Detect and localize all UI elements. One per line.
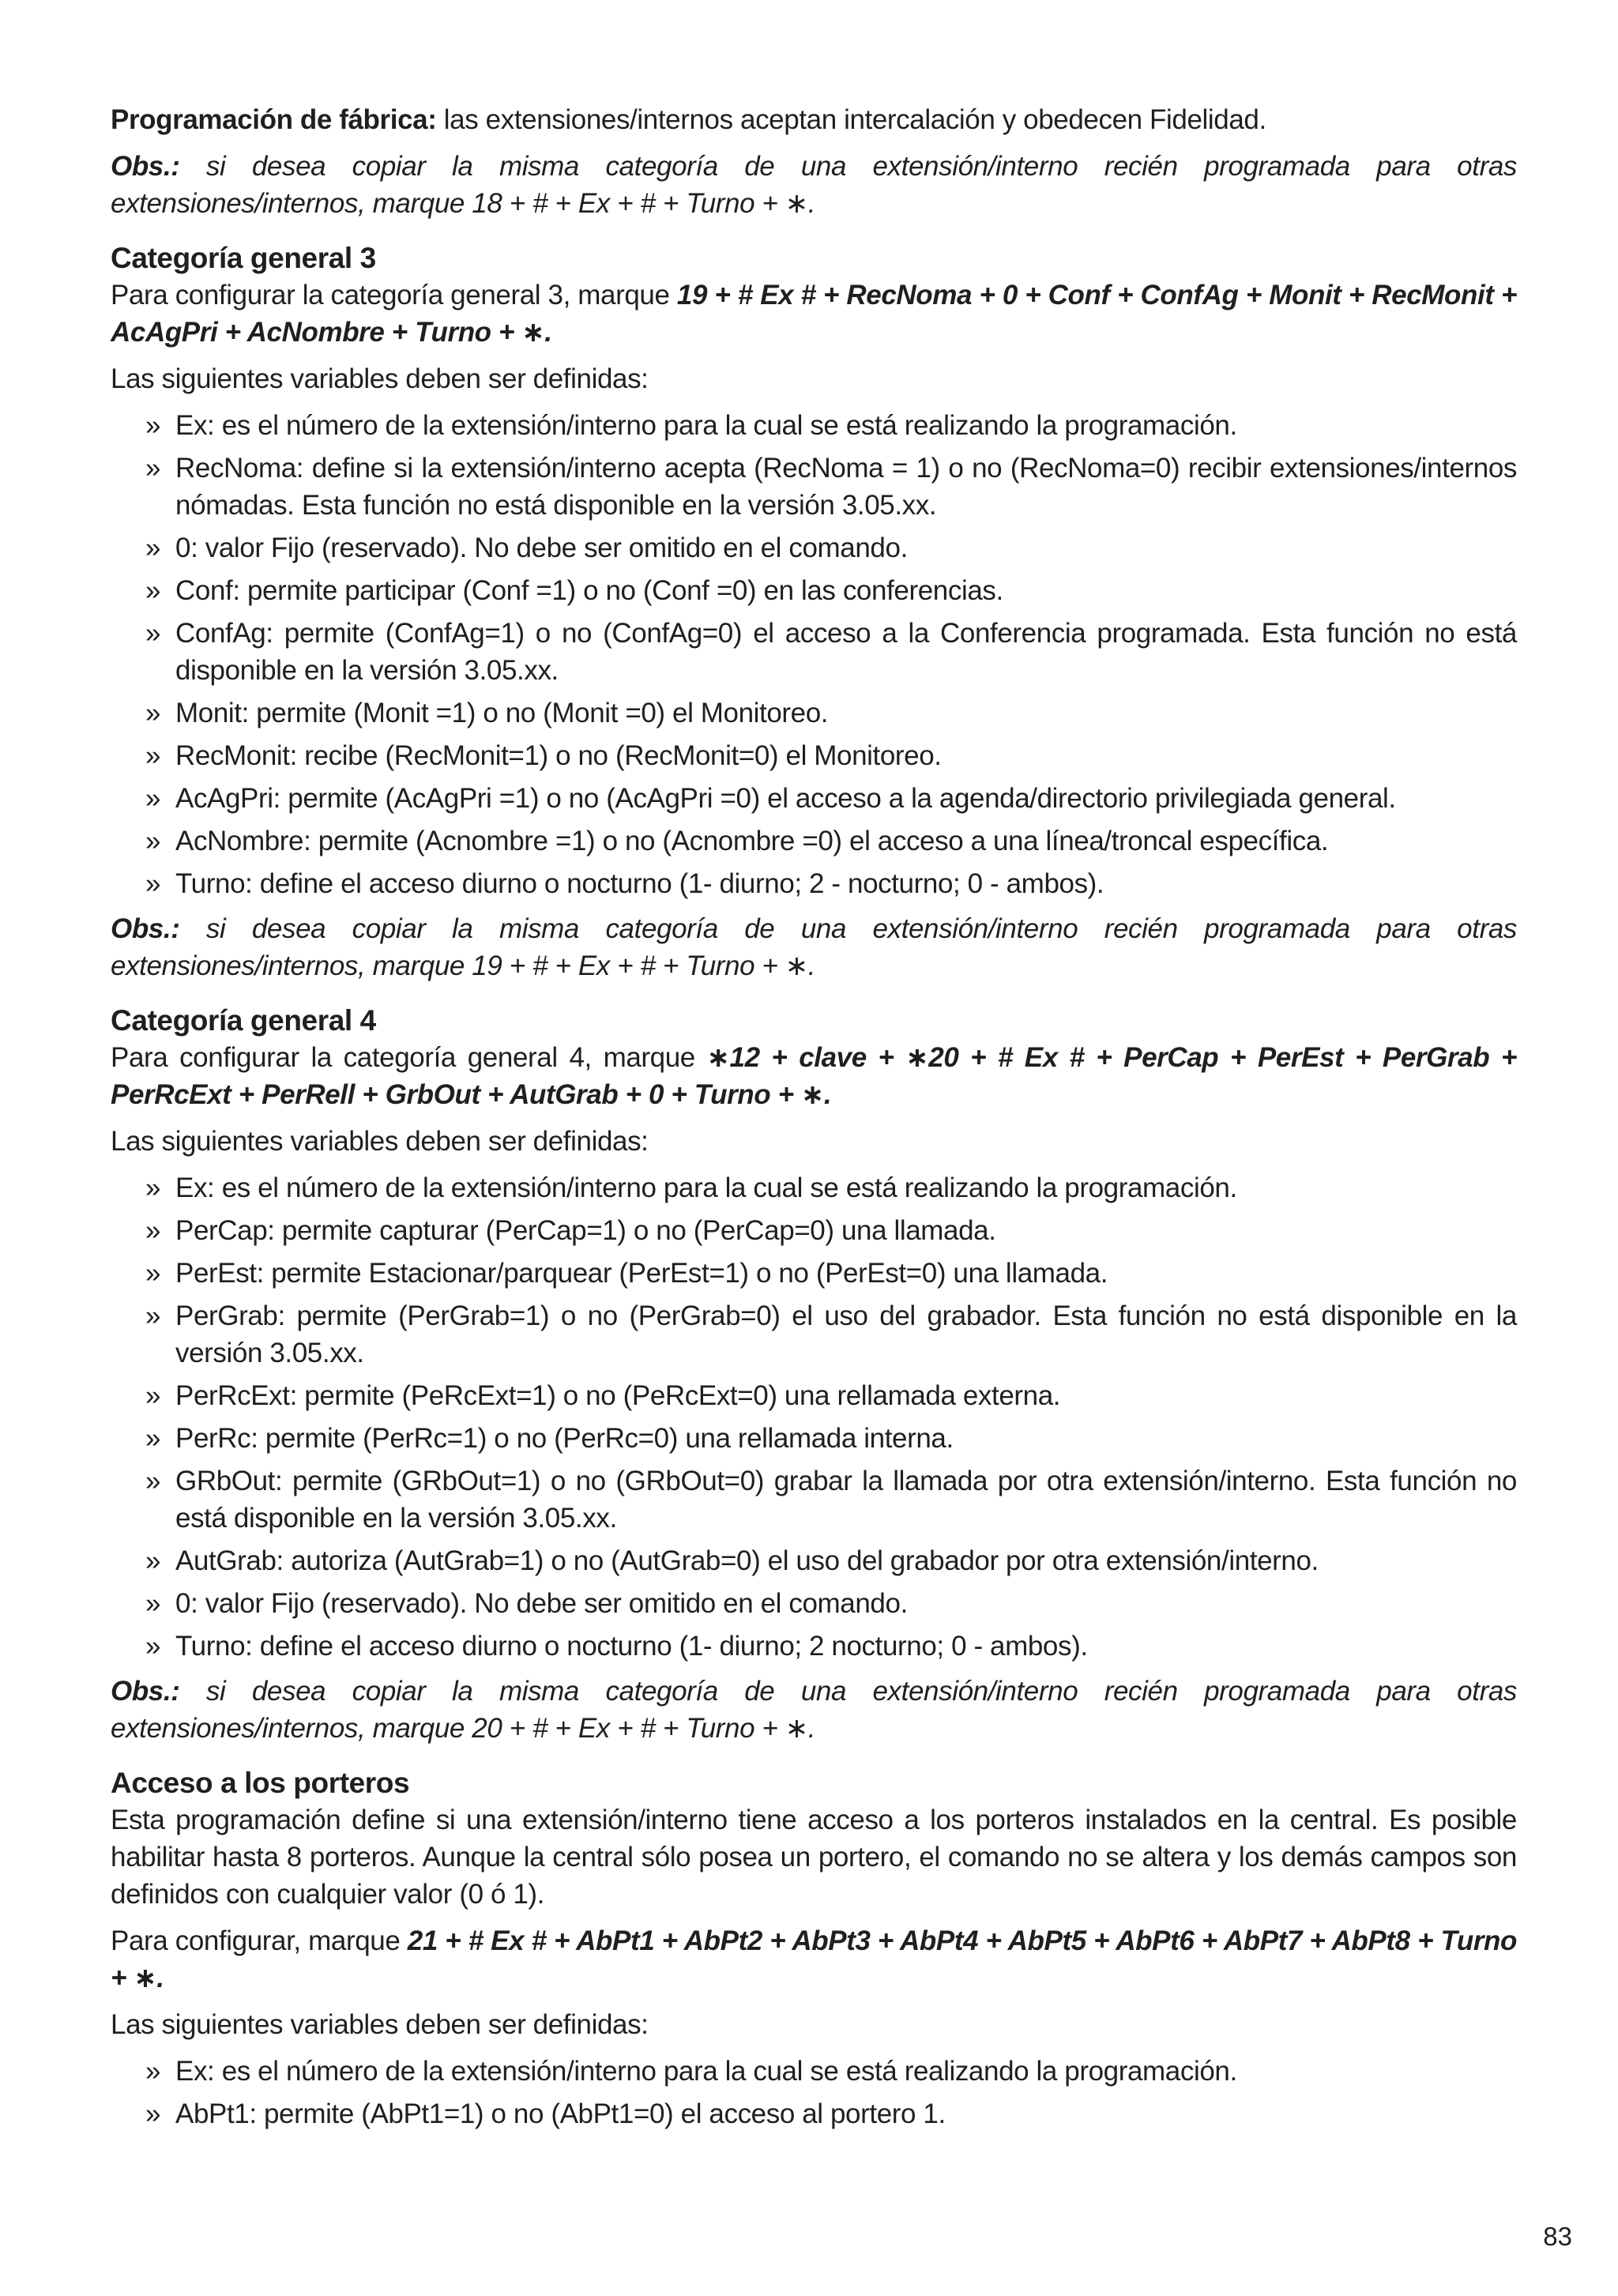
bullet-glyph: » bbox=[145, 1258, 161, 1289]
bullet-glyph: » bbox=[145, 1300, 161, 1331]
list-item-text: Turno: define el acceso diurno o nocturno (1- diurno; 2 nocturno; 0 - ambos). bbox=[175, 1631, 1088, 1662]
bullet-glyph: » bbox=[145, 1215, 161, 1246]
list-item bbox=[145, 572, 1517, 609]
list-item-text: Ex: es el número de la extensión/interno para la cual se está realizando la programación. bbox=[175, 410, 1237, 441]
list-item bbox=[145, 407, 1517, 444]
list-item-text: RecNoma: define si la extensión/interno acepta (RecNoma = 1) o no (RecNoma=0) recibir extensiones/internos nómadas. Esta función no está disponible en la versión 3.05.xx. bbox=[175, 453, 1517, 521]
category-4-command: ∗12 + clave + ∗20 + # Ex # + PerCap + PerEst + PerGrab + PerRcExt + PerRell + GrbOut + AutGrab + 0 + Turno + ∗. bbox=[111, 1042, 1517, 1110]
list-item bbox=[145, 529, 1517, 566]
bullet-glyph: » bbox=[145, 783, 161, 814]
porteros-variables-intro: Las siguientes variables deben ser definidas: bbox=[111, 2009, 649, 2040]
bullet-glyph: » bbox=[145, 2098, 161, 2129]
list-item-text: AcAgPri: permite (AcAgPri =1) o no (AcAgPri =0) el acceso a la agenda/directorio privilegiada general. bbox=[175, 783, 1396, 814]
observation-text: si desea copiar la misma categoría de una extensión/interno recién programada para otras extensiones/internos, marque 19 + # + Ex + # + Turno + ∗. bbox=[111, 913, 1517, 981]
list-item bbox=[145, 2053, 1517, 2090]
bullet-glyph: » bbox=[145, 1423, 161, 1454]
list-item bbox=[145, 1169, 1517, 1206]
category-4-intro: Para configurar la categoría general 4, marque bbox=[111, 1042, 707, 1073]
list-item bbox=[145, 1420, 1517, 1457]
page-number: 83 bbox=[1543, 2222, 1572, 2251]
porteros-variable-list bbox=[111, 2053, 1517, 2132]
porteros-instruction bbox=[111, 1922, 1517, 1997]
bullet-glyph: » bbox=[145, 533, 161, 563]
bullet-glyph: » bbox=[145, 2056, 161, 2087]
list-item-text: AcNombre: permite (Acnombre =1) o no (Acnombre =0) el acceso a una línea/troncal específica. bbox=[175, 826, 1329, 856]
list-item-text: PerRc: permite (PerRc=1) o no (PerRc=0) una rellamada interna. bbox=[175, 1423, 954, 1454]
bullet-glyph: » bbox=[145, 1545, 161, 1576]
list-item bbox=[145, 1542, 1517, 1579]
observation-note-3 bbox=[111, 1673, 1517, 1747]
section-heading-porteros: Acceso a los porteros bbox=[111, 1767, 410, 1799]
list-item-text: Ex: es el número de la extensión/interno para la cual se está realizando la programación. bbox=[175, 2056, 1237, 2087]
factory-programming-text: las extensiones/internos aceptan intercalación y obedecen Fidelidad. bbox=[436, 104, 1266, 135]
list-item bbox=[145, 615, 1517, 689]
list-item bbox=[145, 1297, 1517, 1372]
bullet-glyph: » bbox=[145, 618, 161, 649]
list-item-text: 0: valor Fijo (reservado). No debe ser omitido en el comando. bbox=[175, 533, 908, 563]
list-item bbox=[145, 822, 1517, 860]
list-item-text: PerEst: permite Estacionar/parquear (PerEst=1) o no (PerEst=0) una llamada. bbox=[175, 1258, 1108, 1289]
category-3-instruction bbox=[111, 277, 1517, 351]
observation-label: Obs.: bbox=[111, 913, 180, 944]
list-item-text: RecMonit: recibe (RecMonit=1) o no (RecMonit=0) el Monitoreo. bbox=[175, 740, 942, 771]
category-3-variable-list bbox=[111, 407, 1517, 902]
bullet-glyph: » bbox=[145, 1631, 161, 1662]
bullet-glyph: » bbox=[145, 453, 161, 484]
category-4-instruction bbox=[111, 1039, 1517, 1113]
observation-text: si desea copiar la misma categoría de una extensión/interno recién programada para otras extensiones/internos, marque 18 + # + Ex + # + Turno + ∗. bbox=[111, 151, 1517, 219]
bullet-glyph: » bbox=[145, 1466, 161, 1496]
bullet-glyph: » bbox=[145, 1172, 161, 1203]
list-item-text: 0: valor Fijo (reservado). No debe ser omitido en el comando. bbox=[175, 1588, 908, 1619]
list-item-text: Ex: es el número de la extensión/interno para la cual se está realizando la programación. bbox=[175, 1172, 1237, 1203]
bullet-glyph: » bbox=[145, 826, 161, 856]
list-item-text: AbPt1: permite (AbPt1=1) o no (AbPt1=0) el acceso al portero 1. bbox=[175, 2098, 946, 2129]
list-item bbox=[145, 1585, 1517, 1622]
bullet-glyph: » bbox=[145, 740, 161, 771]
list-item-text: Turno: define el acceso diurno o nocturno (1- diurno; 2 - nocturno; 0 - ambos). bbox=[175, 868, 1104, 899]
list-item-text: PerCap: permite capturar (PerCap=1) o no (PerCap=0) una llamada. bbox=[175, 1215, 996, 1246]
porteros-command: 21 + # Ex # + AbPt1 + AbPt2 + AbPt3 + AbPt4 + AbPt5 + AbPt6 + AbPt7 + AbPt8 + Turno + ∗. bbox=[111, 1925, 1517, 1993]
bullet-glyph: » bbox=[145, 1588, 161, 1619]
list-item-text: PerRcExt: permite (PeRcExt=1) o no (PeRcExt=0) una rellamada externa. bbox=[175, 1380, 1061, 1411]
list-item bbox=[145, 1377, 1517, 1414]
document-page bbox=[111, 101, 1517, 2140]
list-item bbox=[145, 1462, 1517, 1537]
list-item-text: PerGrab: permite (PerGrab=1) o no (PerGrab=0) el uso del grabador. Esta función no está disponible en la versión 3.05.xx. bbox=[175, 1300, 1517, 1368]
list-item bbox=[145, 1628, 1517, 1665]
list-item bbox=[145, 450, 1517, 524]
observation-label: Obs.: bbox=[111, 1676, 180, 1707]
list-item bbox=[145, 2095, 1517, 2132]
porteros-description: Esta programación define si una extensión/interno tiene acceso a los porteros instalados en la central. Es posible habilitar hasta 8 porteros. Aunque la central sólo posea un portero, el comando no se altera y los demás campos son definidos con cualquier valor (0 ó 1). bbox=[111, 1805, 1517, 1910]
bullet-glyph: » bbox=[145, 410, 161, 441]
list-item-text: Conf: permite participar (Conf =1) o no (Conf =0) en las conferencias. bbox=[175, 575, 1003, 606]
list-item bbox=[145, 780, 1517, 817]
category-3-command: 19 + # Ex # + RecNoma + 0 + Conf + ConfAg + Monit + RecMonit + AcAgPri + AcNombre + Turno + ∗. bbox=[111, 280, 1517, 348]
category-4-variables-intro: Las siguientes variables deben ser definidas: bbox=[111, 1126, 649, 1157]
bullet-glyph: » bbox=[145, 698, 161, 728]
bullet-glyph: » bbox=[145, 868, 161, 899]
porteros-intro: Para configurar, marque bbox=[111, 1925, 408, 1956]
list-item bbox=[145, 694, 1517, 732]
list-item-text: Monit: permite (Monit =1) o no (Monit =0) el Monitoreo. bbox=[175, 698, 829, 728]
section-heading-category-3: Categoría general 3 bbox=[111, 242, 376, 274]
list-item-text: AutGrab: autoriza (AutGrab=1) o no (AutGrab=0) el uso del grabador por otra extensión/interno. bbox=[175, 1545, 1319, 1576]
category-3-variables-intro: Las siguientes variables deben ser definidas: bbox=[111, 363, 649, 394]
list-item-text: GRbOut: permite (GRbOut=1) o no (GRbOut=0) grabar la llamada por otra extensión/interno. Esta función no está disponible en la versión 3.05.xx. bbox=[175, 1466, 1517, 1534]
factory-programming-note bbox=[111, 101, 1517, 138]
list-item bbox=[145, 737, 1517, 774]
list-item-text: ConfAg: permite (ConfAg=1) o no (ConfAg=0) el acceso a la Conferencia programada. Esta función no está disponible en la versión 3.05.xx. bbox=[175, 618, 1517, 686]
list-item bbox=[145, 865, 1517, 902]
observation-note-2 bbox=[111, 910, 1517, 984]
category-4-variable-list bbox=[111, 1169, 1517, 1665]
category-3-intro: Para configurar la categoría general 3, marque bbox=[111, 280, 677, 311]
list-item bbox=[145, 1255, 1517, 1292]
section-heading-category-4: Categoría general 4 bbox=[111, 1004, 376, 1037]
list-item bbox=[145, 1212, 1517, 1249]
observation-label: Obs.: bbox=[111, 151, 180, 182]
observation-note-1 bbox=[111, 148, 1517, 222]
bullet-glyph: » bbox=[145, 575, 161, 606]
observation-text: si desea copiar la misma categoría de una extensión/interno recién programada para otras extensiones/internos, marque 20 + # + Ex + # + Turno + ∗. bbox=[111, 1676, 1517, 1744]
bullet-glyph: » bbox=[145, 1380, 161, 1411]
factory-programming-label: Programación de fábrica: bbox=[111, 104, 437, 135]
